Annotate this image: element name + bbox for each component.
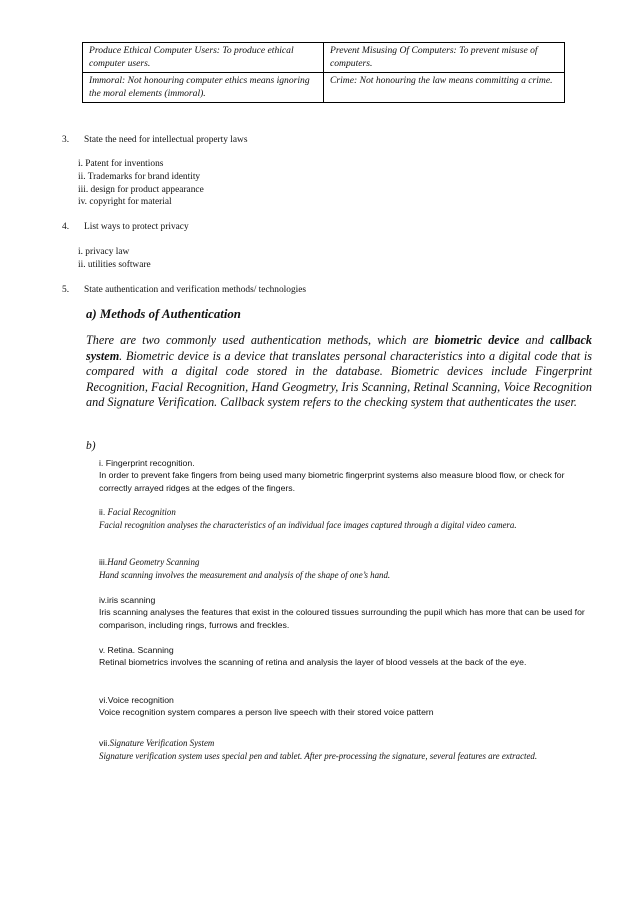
- question-text: State the need for intellectual property laws: [84, 135, 248, 145]
- list-item: iii. design for product appearance: [78, 185, 204, 195]
- question-number: 4.: [62, 222, 70, 232]
- table-row: [83, 43, 565, 73]
- method-body: Iris scanning analyses the features that exist in the coloured tissues surrounding the pupil which has more that can be used for comparison, including rings, furrows and freckles.: [99, 607, 585, 630]
- method-item: [99, 506, 595, 533]
- method-numeral: vii.: [99, 738, 110, 748]
- method-title: Voice recognition: [107, 695, 174, 705]
- paragraph-text: . Biometric device is a device that translates personal characteristics into a digital code that is compared with a digital code stored in the database. Biometric devices include Fingerprint Recognition, Facial Recognition, Hand Geogmetry, Iris Scanning, Retinal Scanning, Voice Recognition and Signature Verification. Callback system refers to the checking system that authenticates the user.: [86, 348, 592, 410]
- authentication-paragraph: [86, 333, 592, 411]
- question-number: 3.: [62, 135, 70, 145]
- method-numeral: ii.: [99, 507, 106, 517]
- subsection-label: b): [86, 440, 96, 452]
- method-title: Facial Recognition: [107, 507, 176, 517]
- paragraph-text: and: [519, 333, 551, 347]
- method-body: Facial recognition analyses the characteristics of an individual face images captured through a digital video camera.: [99, 520, 517, 531]
- method-numeral: i.: [99, 458, 104, 468]
- paragraph-text: There are two commonly used authentication methods, which are: [86, 333, 435, 347]
- method-title: Retina. Scanning: [107, 645, 174, 655]
- method-item: [99, 594, 595, 631]
- list-item: i. Patent for inventions: [78, 159, 164, 169]
- method-body: In order to prevent fake fingers from being used many biometric fingerprint systems also measure blood flow, or check for correctly arrayed ridges at the edges of the fingers.: [99, 470, 565, 493]
- method-numeral: vi.: [99, 695, 108, 705]
- method-item: [99, 694, 595, 719]
- bold-term: callback system: [86, 333, 592, 363]
- method-item: [99, 737, 595, 764]
- method-item: [99, 457, 595, 494]
- method-title: Signature Verification System: [109, 738, 215, 748]
- question-5: [62, 285, 306, 295]
- table-cell: Crime: Not honouring the law means committing a crime.: [324, 73, 565, 103]
- method-body: Voice recognition system compares a person live speech with their stored voice pattern: [99, 707, 434, 718]
- table-cell: Produce Ethical Computer Users: To produce ethical computer users.: [83, 43, 324, 73]
- question-number: 5.: [62, 285, 70, 295]
- table-cell: Immoral: Not honouring computer ethics means ignoring the moral elements (immoral).: [83, 73, 324, 103]
- question-3: [62, 135, 247, 145]
- method-item: [99, 556, 595, 583]
- list-item: iv. copyright for material: [78, 197, 172, 207]
- method-body: Hand scanning involves the measurement and analysis of the shape of one’s hand.: [99, 570, 391, 581]
- method-numeral: iv.: [99, 595, 108, 605]
- list-item: ii. utilities software: [78, 260, 151, 270]
- method-numeral: v.: [99, 645, 106, 655]
- bold-term: biometric device: [434, 333, 520, 347]
- question-4: [62, 222, 189, 232]
- method-body: Retinal biometrics involves the scanning of retina and analysis the layer of blood vessels at the back of the eye.: [99, 657, 527, 668]
- question-text: State authentication and verification methods/ technologies: [84, 285, 307, 295]
- question-text: List ways to protect privacy: [84, 222, 189, 232]
- ethics-table: [82, 42, 565, 103]
- list-item: i. privacy law: [78, 247, 130, 257]
- list-item: ii. Trademarks for brand identity: [78, 172, 201, 182]
- table-row: [83, 73, 565, 103]
- method-body: Signature verification system uses special pen and tablet. After pre-processing the signature, several features are extracted.: [99, 751, 538, 762]
- method-item: [99, 644, 595, 669]
- method-title: iris scanning: [107, 595, 156, 605]
- table-cell: Prevent Misusing Of Computers: To prevent misuse of computers.: [324, 43, 565, 73]
- method-title: Hand Geometry Scanning: [107, 557, 200, 567]
- method-numeral: iii.: [99, 557, 108, 567]
- method-title: Fingerprint recognition.: [105, 458, 195, 468]
- section-heading: a) Methods of Authentication: [86, 307, 241, 321]
